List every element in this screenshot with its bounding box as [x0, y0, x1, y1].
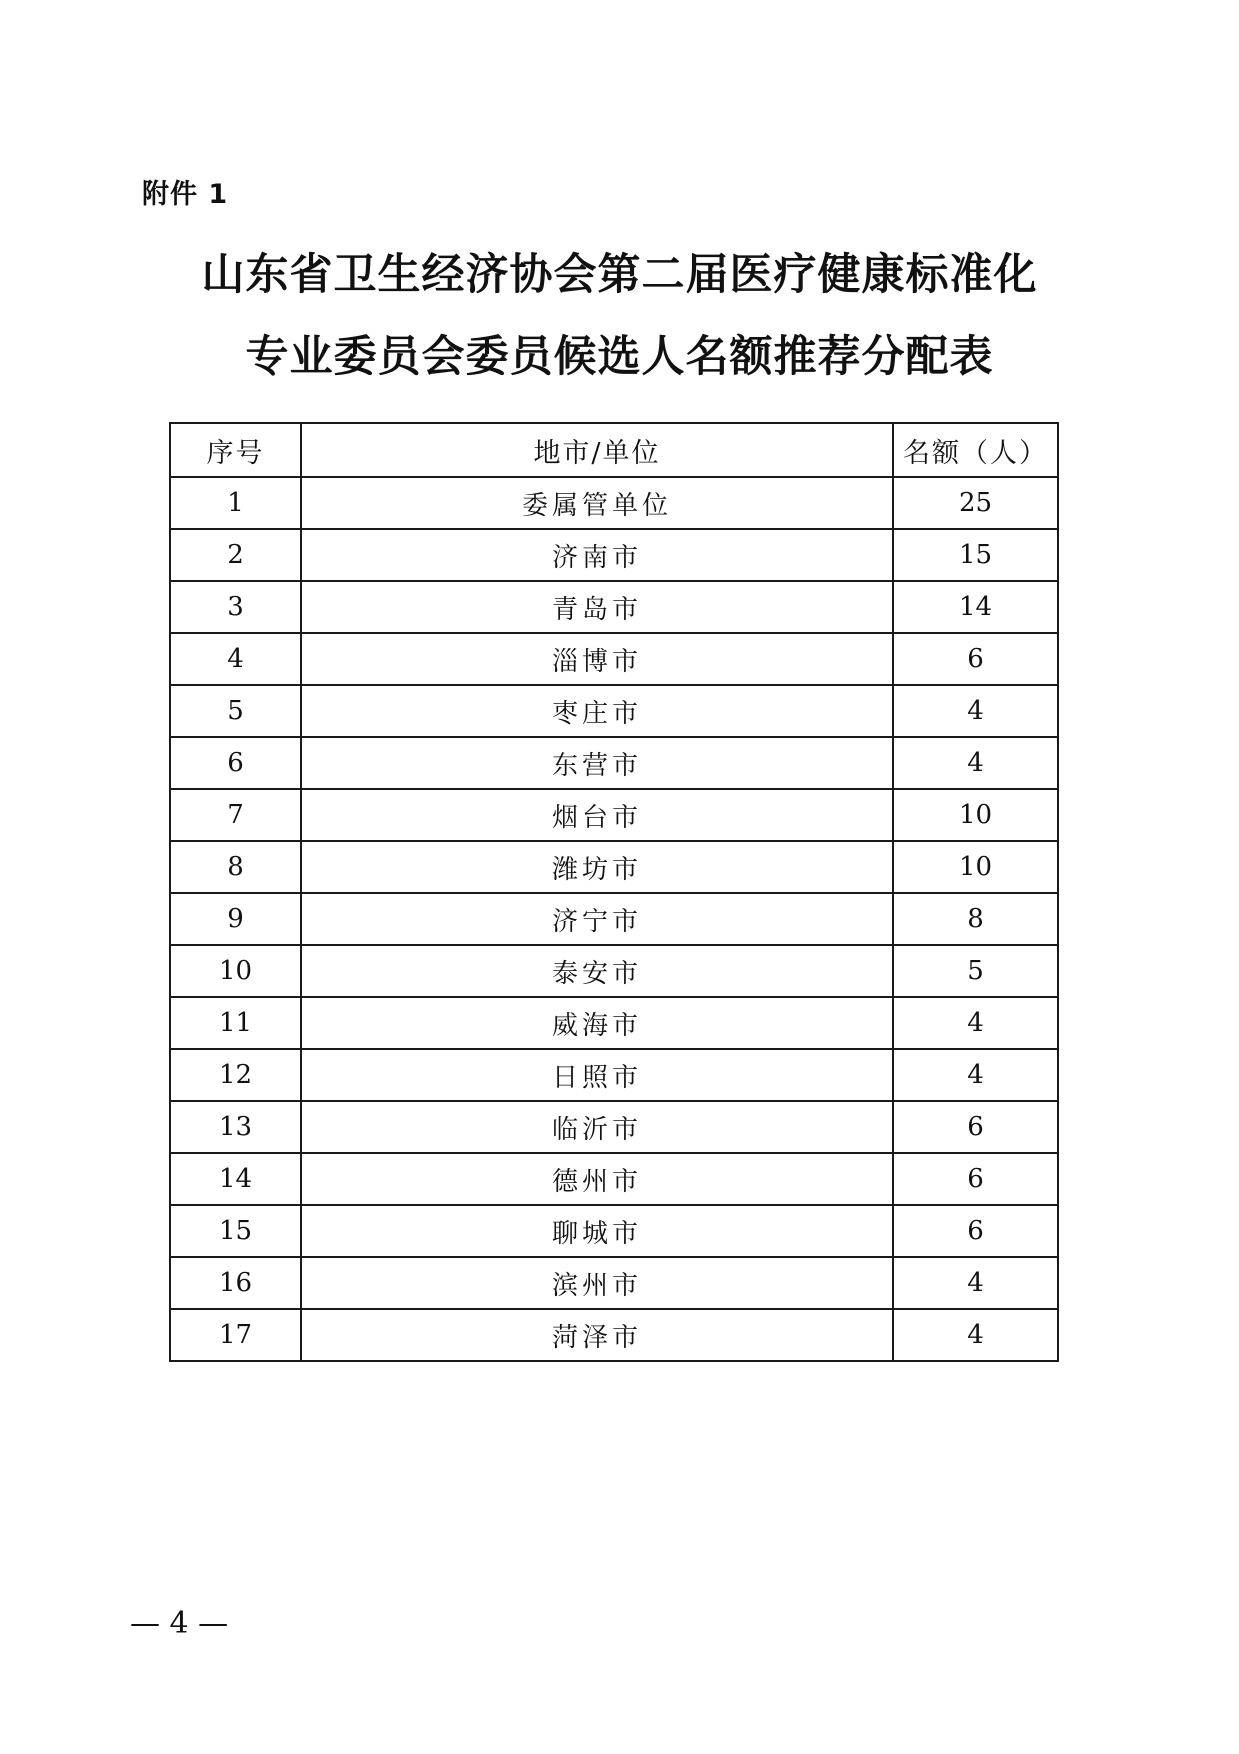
serial-cell: 17: [170, 1309, 301, 1361]
header-serial-number: 序号: [170, 423, 301, 477]
unit-cell: 委属管单位: [301, 477, 893, 529]
serial-cell: 14: [170, 1153, 301, 1205]
quota-cell: 6: [893, 1153, 1058, 1205]
quota-cell: 4: [893, 997, 1058, 1049]
header-quota: 名额（人）: [893, 423, 1058, 477]
quota-cell: 10: [893, 789, 1058, 841]
quota-cell: 14: [893, 581, 1058, 633]
quota-cell: 4: [893, 1257, 1058, 1309]
table-row: [170, 1101, 1058, 1153]
unit-cell: 济宁市: [301, 893, 893, 945]
unit-cell: 聊城市: [301, 1205, 893, 1257]
unit-cell: 潍坊市: [301, 841, 893, 893]
header-city-unit: 地市/单位: [301, 423, 893, 477]
table-row: [170, 893, 1058, 945]
serial-cell: 8: [170, 841, 301, 893]
table-header-row: [170, 423, 1058, 477]
unit-cell: 菏泽市: [301, 1309, 893, 1361]
unit-cell: 淄博市: [301, 633, 893, 685]
quota-cell: 4: [893, 1049, 1058, 1101]
table-row: [170, 789, 1058, 841]
unit-cell: 枣庄市: [301, 685, 893, 737]
quota-cell: 4: [893, 1309, 1058, 1361]
table-row: [170, 477, 1058, 529]
quota-allocation-table: [169, 422, 1059, 1362]
serial-cell: 1: [170, 477, 301, 529]
serial-cell: 6: [170, 737, 301, 789]
table-row: [170, 1049, 1058, 1101]
serial-cell: 2: [170, 529, 301, 581]
document-title-line-2: 专业委员会委员候选人名额推荐分配表: [245, 332, 994, 382]
unit-cell: 济南市: [301, 529, 893, 581]
serial-cell: 12: [170, 1049, 301, 1101]
table-row: [170, 997, 1058, 1049]
quota-cell: 5: [893, 945, 1058, 997]
table-row: [170, 1153, 1058, 1205]
unit-cell: 青岛市: [301, 581, 893, 633]
table-row: [170, 737, 1058, 789]
table-row: [170, 841, 1058, 893]
unit-cell: 日照市: [301, 1049, 893, 1101]
serial-cell: 9: [170, 893, 301, 945]
quota-cell: 4: [893, 685, 1058, 737]
serial-cell: 4: [170, 633, 301, 685]
serial-cell: 5: [170, 685, 301, 737]
table-row: [170, 1205, 1058, 1257]
table-row: [170, 685, 1058, 737]
table-row: [170, 581, 1058, 633]
serial-cell: 15: [170, 1205, 301, 1257]
quota-cell: 15: [893, 529, 1058, 581]
attachment-label: 附件 1: [142, 179, 229, 210]
table-row: [170, 945, 1058, 997]
quota-cell: 4: [893, 737, 1058, 789]
unit-cell: 泰安市: [301, 945, 893, 997]
unit-cell: 烟台市: [301, 789, 893, 841]
serial-cell: 10: [170, 945, 301, 997]
unit-cell: 德州市: [301, 1153, 893, 1205]
serial-cell: 13: [170, 1101, 301, 1153]
serial-cell: 16: [170, 1257, 301, 1309]
serial-cell: 11: [170, 997, 301, 1049]
table-row: [170, 529, 1058, 581]
quota-cell: 6: [893, 633, 1058, 685]
page-number: — 4 —: [130, 1606, 229, 1641]
quota-cell: 6: [893, 1205, 1058, 1257]
table-row: [170, 633, 1058, 685]
document-title-line-1: 山东省卫生经济协会第二届医疗健康标准化: [201, 250, 1038, 300]
serial-cell: 3: [170, 581, 301, 633]
quota-cell: 10: [893, 841, 1058, 893]
unit-cell: 威海市: [301, 997, 893, 1049]
table-row: [170, 1257, 1058, 1309]
quota-cell: 8: [893, 893, 1058, 945]
unit-cell: 临沂市: [301, 1101, 893, 1153]
unit-cell: 滨州市: [301, 1257, 893, 1309]
table-row: [170, 1309, 1058, 1361]
quota-cell: 25: [893, 477, 1058, 529]
unit-cell: 东营市: [301, 737, 893, 789]
serial-cell: 7: [170, 789, 301, 841]
quota-cell: 6: [893, 1101, 1058, 1153]
